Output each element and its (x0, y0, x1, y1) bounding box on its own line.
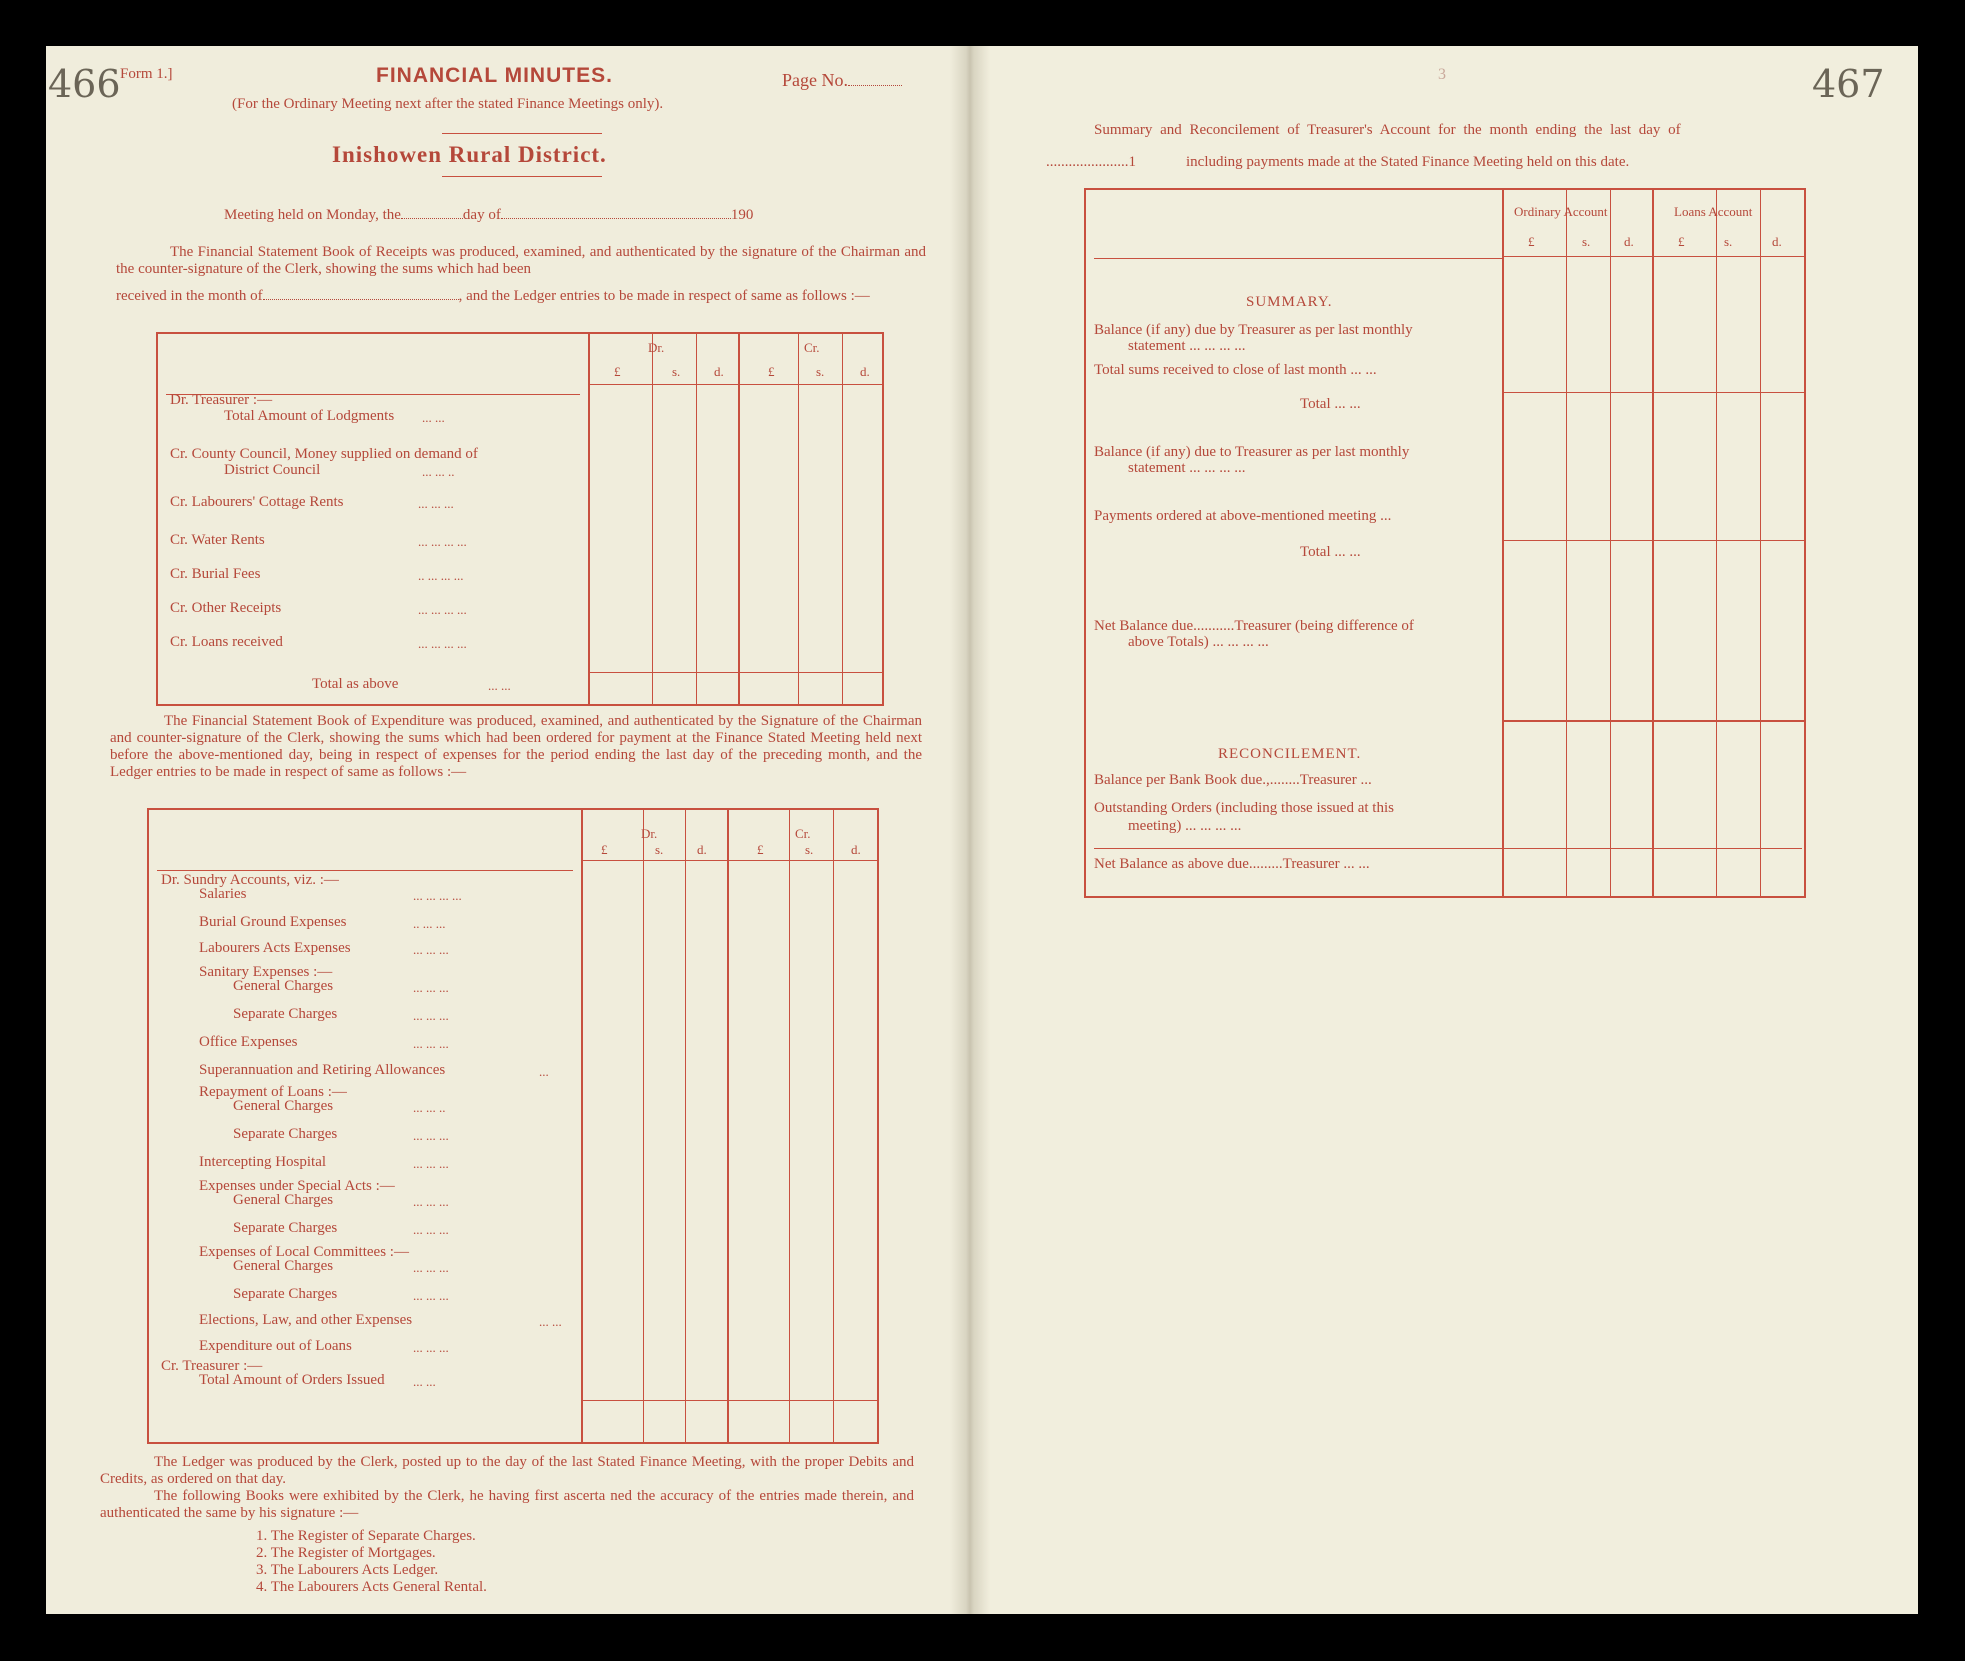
expense-row-label: Sanitary Expenses :— (199, 964, 333, 980)
leader-dots: ... ... ... (413, 1260, 449, 1275)
leader-dots: .. ... ... ... (418, 568, 464, 583)
receipt-row-sublabel: District Council (224, 462, 321, 478)
expenditure-table (147, 808, 879, 1444)
header-rule (157, 870, 573, 871)
column-rule (643, 810, 644, 1442)
books-list (256, 1528, 487, 1596)
reconcilement-rule (1094, 848, 1802, 849)
dr-header: Dr. (641, 826, 658, 841)
summary-row-sublabel: statement ... ... ... ... (1128, 338, 1246, 354)
leader-dots: ... ... ... (413, 942, 449, 957)
money-column-header: £ (1678, 234, 1685, 249)
reconcilement-row-label: Outstanding Orders (including those issued at this (1094, 800, 1394, 816)
leader-dots: ... ... (413, 1374, 436, 1389)
summary-heading-line1: Summary and Reconcilement of Treasurer's Account for the month ending the last day of (1094, 122, 1681, 138)
column-rule (685, 810, 686, 1442)
expenditure-paragraph: The Financial Statement Book of Expenditure was produced, examined, and authenticated by the Signature of the Chairman and counter-signature of the Clerk, showing the sums which had been ordered for payment at the Finance Stated Meeting held next before the above-mentioned day, being in respect of expenses for the period ending the last day of the preceding month, and the Ledger entries to be made in respect of same as follows :— (110, 713, 922, 780)
summary-table (1084, 188, 1806, 898)
expense-row-label: Separate Charges (233, 1286, 338, 1302)
reconcilement-section-heading: RECONCILEMENT. (1218, 746, 1362, 762)
summary-row-label: Payments ordered at above-mentioned meeting ... (1094, 508, 1392, 524)
column-rule (738, 334, 740, 704)
summary-row-sublabel: statement ... ... ... ... (1128, 460, 1246, 476)
money-column-header: d. (1772, 234, 1782, 249)
total-rule (581, 1400, 877, 1401)
expense-row-label: Superannuation and Retiring Allowances (199, 1062, 446, 1078)
left-page-number: 466 (48, 62, 121, 106)
meeting-day: day of (462, 207, 501, 223)
header-rule (1094, 258, 1502, 259)
leader-dots: ... ... ... ... (413, 888, 462, 903)
page-title: FINANCIAL MINUTES. (376, 64, 613, 87)
expense-row-label: Office Expenses (199, 1034, 298, 1050)
leader-dots: ... ... ... (413, 1008, 449, 1023)
expense-row-label: Elections, Law, and other Expenses (199, 1312, 413, 1328)
summary-row-label: Balance (if any) due by Treasurer as per last monthly (1094, 322, 1413, 338)
column-rule (1652, 190, 1654, 896)
total-label: Total as above (312, 676, 399, 692)
expense-row-label: Dr. Sundry Accounts, viz. :— (161, 872, 339, 888)
leader-dots: ... ... (539, 1314, 562, 1329)
receipt-row-label: Cr. Labourers' Cottage Rents (170, 494, 344, 510)
money-column-header: £ (1528, 234, 1535, 249)
column-rule (1566, 190, 1567, 896)
expense-row-label: Expenses under Special Acts :— (199, 1178, 395, 1194)
dr-header: Dr. (648, 340, 665, 355)
column-rule (727, 810, 729, 1442)
page-no-label: Page No. (782, 70, 848, 90)
leader-dots: ... ... (422, 410, 445, 425)
money-column-header: s. (672, 364, 681, 379)
money-column-header: £ (601, 842, 608, 857)
leader-dots: ... ... ... (413, 1222, 449, 1237)
money-column-header: s. (805, 842, 814, 857)
column-rule (588, 334, 590, 704)
leader-dots: ... ... ... (413, 1036, 449, 1051)
money-column-header: d. (1624, 234, 1634, 249)
expense-row-label: Repayment of Loans :— (199, 1084, 347, 1100)
column-rule (696, 334, 697, 704)
money-column-header: s. (1582, 234, 1591, 249)
expense-row-label: Intercepting Hospital (199, 1154, 327, 1170)
receipts-month-label: received in the month of (116, 288, 263, 304)
page-subtitle: (For the Ordinary Meeting next after the stated Finance Meetings only). (232, 96, 664, 112)
leader-dots: .. ... ... (413, 916, 446, 931)
expense-row-label: Labourers Acts Expenses (199, 940, 351, 956)
leader-dots: ... ... ... ... (418, 534, 467, 549)
total-rule (588, 672, 882, 673)
expense-row-label: Separate Charges (233, 1126, 338, 1142)
leader-dots: ... ... ... (413, 1340, 449, 1355)
money-column-header: d. (714, 364, 724, 379)
receipt-row-label: Cr. Other Receipts (170, 600, 282, 616)
column-rule (1716, 190, 1717, 896)
reconcilement-row-label: Net Balance as above due.........Treasurer ... ... (1094, 856, 1370, 872)
summary-row-label: Total sums received to close of last month ... ... (1094, 362, 1377, 378)
reconcilement-row-label: Balance per Bank Book due.,........Treasurer ... (1094, 772, 1372, 788)
column-rule (652, 334, 653, 704)
column-rule (1502, 190, 1504, 896)
leader-dots: ... ... ... (418, 496, 454, 511)
faint-page-number: 3 (1438, 66, 1446, 83)
ledger-paragraph: The Ledger was produced by the Clerk, posted up to the day of the last Stated Finance Meeting, with the proper Debits and Credits, as ordered on that day. (100, 1454, 914, 1487)
expense-row-label: Total Amount of Orders Issued (199, 1372, 385, 1388)
receipt-row-label: Cr. Water Rents (170, 532, 265, 548)
page-no-blank (848, 85, 902, 86)
summary-heading-bracket: 1 (1128, 154, 1136, 170)
divider (442, 176, 602, 177)
money-column-header: d. (697, 842, 707, 857)
money-column-header: £ (768, 364, 775, 379)
money-column-header: s. (816, 364, 825, 379)
summary-heading-line2: including payments made at the Stated Finance Meeting held on this date. (1186, 154, 1630, 170)
expense-row-label: Separate Charges (233, 1006, 338, 1022)
money-column-header: s. (655, 842, 664, 857)
receipt-row-sublabel: Total Amount of Lodgments (224, 408, 395, 424)
subtotal-rule (1502, 540, 1804, 541)
summary-row-label: Total ... ... (1300, 544, 1361, 560)
expense-row-label: General Charges (233, 1192, 334, 1208)
receipts-paragraph: The Financial Statement Book of Receipts was produced, examined, and authenticated by the signature of the Chairman and the counter-signature of the Clerk, showing the sums which had been (116, 244, 926, 277)
leader-dots: ... ... ... (413, 1128, 449, 1143)
column-rule (1610, 190, 1611, 896)
right-page-number: 467 (1812, 62, 1885, 106)
district-name: Inishowen Rural District. (332, 142, 607, 167)
leader-dots: ... ... ... ... (418, 636, 467, 651)
receipt-row-label: Cr. Loans received (170, 634, 283, 650)
leader-dots: ... ... ... (413, 1288, 449, 1303)
leader-dots: ... ... ... (413, 1156, 449, 1171)
leader-dots: ... (539, 1064, 549, 1079)
book-item: 3. The Labourers Acts Ledger. (256, 1562, 439, 1578)
money-column-header: £ (614, 364, 621, 379)
column-rule (581, 810, 583, 1442)
expense-row-label: Separate Charges (233, 1220, 338, 1236)
header-rule (1502, 256, 1804, 257)
divider (442, 133, 602, 134)
receipt-row-label: Cr. County Council, Money supplied on demand of (170, 446, 478, 462)
expense-row-label: Burial Ground Expenses (199, 914, 347, 930)
expense-row-label: General Charges (233, 1098, 334, 1114)
meeting-prefix: Meeting held on Monday, the (224, 207, 401, 223)
reconcilement-row-sublabel: meeting) ... ... ... ... (1128, 818, 1242, 834)
column-rule (789, 810, 790, 1442)
receipt-row-label: Dr. Treasurer :— (170, 392, 273, 408)
column-rule (833, 810, 834, 1442)
summary-row-label: Net Balance due...........Treasurer (being difference of (1094, 618, 1414, 634)
balance-rule (1502, 720, 1804, 722)
column-rule (1760, 190, 1761, 896)
book-item: 1. The Register of Separate Charges. (256, 1528, 476, 1544)
book-item: 4. The Labourers Acts General Rental. (256, 1579, 487, 1595)
receipts-follows: , and the Ledger entries to be made in respect of same as follows :— (458, 288, 870, 304)
subtotal-rule (1502, 392, 1804, 393)
meeting-year: 190 (730, 207, 754, 223)
expense-row-label: General Charges (233, 978, 334, 994)
leader-dots: ... ... ... ... (418, 602, 467, 617)
form-number: Form 1.] (120, 66, 173, 82)
header-rule (588, 384, 882, 385)
money-column-header: d. (851, 842, 861, 857)
money-column-header: d. (860, 364, 870, 379)
column-rule (842, 334, 843, 704)
leader-dots: ... ... ... (413, 1194, 449, 1209)
leader-dots: ... ... .. (413, 1100, 446, 1115)
column-rule (798, 334, 799, 704)
summary-row-label: Balance (if any) due to Treasurer as per last monthly (1094, 444, 1410, 460)
expense-row-label: Expenditure out of Loans (199, 1338, 352, 1354)
expense-row-label: General Charges (233, 1258, 334, 1274)
leader-dots: ... ... ... (413, 980, 449, 995)
money-column-header: s. (1724, 234, 1733, 249)
leader-dots: ... ... (488, 678, 511, 693)
summary-heading-blank: ...................... (1046, 154, 1129, 170)
expense-row-label: Expenses of Local Committees :— (199, 1244, 409, 1260)
loans-account-header: Loans Account (1674, 204, 1753, 219)
book-item: 2. The Register of Mortgages. (256, 1545, 436, 1561)
ordinary-account-header: Ordinary Account (1514, 204, 1608, 219)
book-gutter (950, 46, 990, 1614)
summary-row-sublabel: above Totals) ... ... ... ... (1128, 634, 1269, 650)
expense-row-label: Salaries (199, 886, 247, 902)
money-column-header: £ (757, 842, 764, 857)
expense-row-label: Cr. Treasurer :— (161, 1358, 263, 1374)
receipts-table (156, 332, 884, 706)
summary-row-label: Total ... ... (1300, 396, 1361, 412)
receipt-row-label: Cr. Burial Fees (170, 566, 261, 582)
leader-dots: ... ... .. (422, 464, 455, 479)
cr-header: Cr. (795, 826, 811, 841)
cr-header: Cr. (804, 340, 820, 355)
header-rule (581, 860, 877, 861)
summary-section-heading: SUMMARY. (1246, 294, 1333, 310)
books-paragraph: The following Books were exhibited by the Clerk, he having first ascerta ned the accuracy of the entries made therein, and authenticated the same by his signature :— (100, 1488, 914, 1521)
